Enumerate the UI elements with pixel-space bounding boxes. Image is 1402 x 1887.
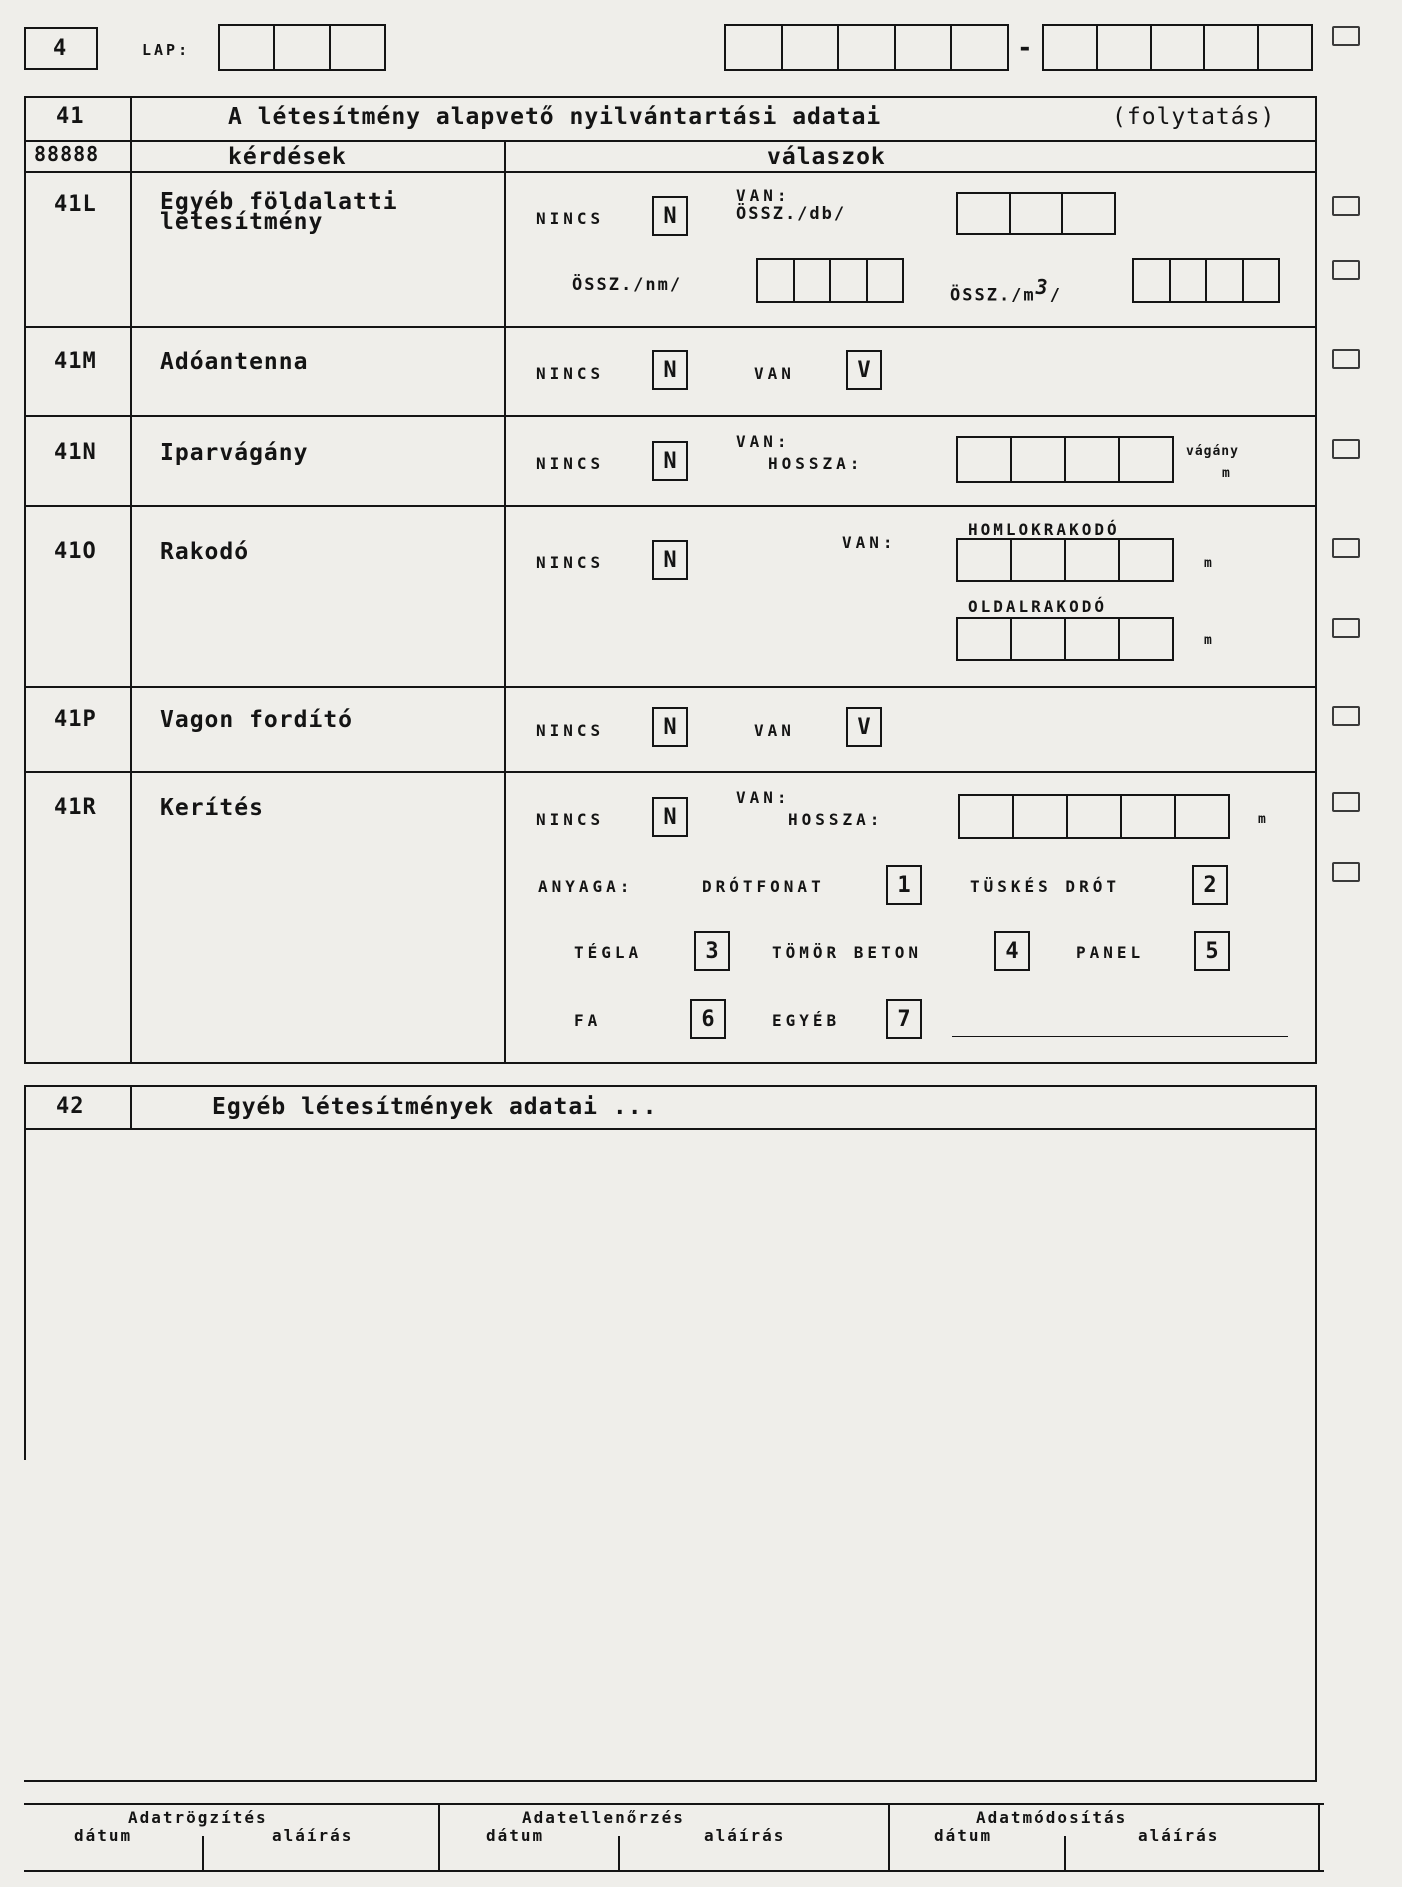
page-number: 4 [53,36,68,61]
row-41l-code: 41L [54,192,97,217]
material-code-box[interactable]: 3 [694,931,730,971]
row-41l-ossz-m3-text: ÖSSZ./m [950,285,1036,306]
id-dash: - [1017,33,1034,63]
row-41o-front-unit: m [1204,556,1213,571]
row-41o-n-box[interactable]: N [652,540,688,580]
material-label: TÖMÖR BETON [772,943,922,962]
row-41l-ossz-m3 [950,275,1062,306]
row-41p-v-box[interactable]: V [846,707,882,747]
lap-input[interactable] [218,24,386,71]
section-42-code: 42 [56,1094,85,1119]
header-divider [24,171,1317,173]
material-label: DRÓTFONAT [702,877,825,896]
section-42-divider [130,1085,132,1130]
section-42-bottom-line [24,1780,1317,1782]
material-label: FA [574,1011,602,1030]
row-41n-hossza-input[interactable] [956,436,1174,483]
footer-checking-title: Adatellenőrzés [522,1808,685,1827]
section-42-title: Egyéb létesítmények adatai ... [212,1094,658,1120]
row-41l-van: VAN: [736,186,791,205]
row-41l-question-text: Egyéb földalatti létesítmény [160,189,398,235]
side-check-box[interactable] [1332,538,1360,558]
id-input-part1[interactable] [724,24,1009,71]
row-41n-n-box[interactable]: N [652,441,688,481]
row-41r-question: Kerítés [160,795,264,821]
row-41p-van: VAN [754,721,795,740]
side-check-box[interactable] [1332,26,1360,46]
row-divider [24,686,1317,688]
row-41o-side-label: OLDALRAKODÓ [968,597,1107,616]
side-check-box[interactable] [1332,792,1360,812]
row-41n-unit-m: m [1222,466,1231,481]
row-41o-front-label: HOMLOKRAKODÓ [968,520,1120,539]
material-code-box[interactable]: 2 [1192,865,1228,905]
row-41l-nm-input[interactable] [756,258,904,303]
row-41o-van: VAN: [842,533,897,552]
side-check-box[interactable] [1332,862,1360,882]
row-41n-question: Iparvágány [160,440,309,466]
row-41l-ossz-nm: ÖSSZ./nm/ [572,275,683,295]
footer-recording-title: Adatrögzítés [128,1808,268,1827]
row-41r-n-box[interactable]: N [652,797,688,837]
row-41o-nincs: NINCS [536,553,605,572]
footer-divider [1318,1803,1320,1870]
material-code-box[interactable]: 1 [886,865,922,905]
section-42-free-area[interactable] [26,1132,1314,1772]
row-41r-hossza: HOSSZA: [788,810,884,829]
row-41m-code: 41M [54,349,97,374]
row-41p-code: 41P [54,707,97,732]
section-41-title-suffix: (folytatás) [1112,104,1276,130]
footer-top-line [24,1803,1324,1805]
row-41l-n-box[interactable]: N [652,196,688,236]
row-41r-code: 41R [54,795,97,820]
side-check-box[interactable] [1332,618,1360,638]
row-41n-unit: vágány [1186,444,1239,459]
footer-checking-date-field[interactable] [440,1845,616,1869]
row-41m-question: Adóantenna [160,349,309,375]
row-41o-side-unit: m [1204,633,1213,648]
side-check-box[interactable] [1332,349,1360,369]
footer-modifying-date-field[interactable] [890,1845,1062,1869]
row-41n-van: VAN: [736,432,791,451]
row-41r-hossza-input[interactable] [958,794,1230,839]
footer-checking-date: dátum [486,1826,545,1845]
row-41l-db-input[interactable] [956,192,1116,235]
row-41n-nincs: NINCS [536,454,605,473]
col-code-header: 88888 [34,142,100,166]
side-check-box[interactable] [1332,260,1360,280]
id-input-part2[interactable] [1042,24,1313,71]
footer-bottom-line [24,1870,1324,1872]
material-label: TÉGLA [574,943,643,962]
answers-column-divider [504,140,506,1064]
row-41o-side-input[interactable] [956,617,1174,661]
section-41-code: 41 [56,104,85,129]
row-41n-code: 41N [54,440,97,465]
footer-modifying-date: dátum [934,1826,993,1845]
lap-label: LAP: [142,41,191,59]
row-41l-nincs: NINCS [536,209,605,228]
row-41m-v-box[interactable]: V [846,350,882,390]
row-41l-m3-input[interactable] [1132,258,1280,303]
material-code-box[interactable]: 7 [886,999,922,1039]
row-divider [24,326,1317,328]
footer-checking-signature: aláírás [704,1826,786,1845]
row-41l-m3-sup: 3 [1035,275,1050,299]
material-label: EGYÉB [772,1011,841,1030]
footer-modifying-signature: aláírás [1138,1826,1220,1845]
col-answers-header: válaszok [767,144,886,170]
row-41r-van: VAN: [736,788,791,807]
material-label: PANEL [1076,943,1145,962]
row-41r-nincs: NINCS [536,810,605,829]
other-material-line[interactable] [952,1036,1288,1037]
code-column-divider [130,96,132,1064]
row-divider [24,771,1317,773]
row-41l-ossz-db: ÖSSZ./db/ [736,204,847,224]
material-code-box[interactable]: 6 [690,999,726,1039]
section-42-right-edge [1315,1130,1317,1780]
footer-recording-date: dátum [74,1826,133,1845]
row-41m-nincs: NINCS [536,364,605,383]
row-41n-hossza: HOSSZA: [768,454,864,473]
row-41p-nincs: NINCS [536,721,605,740]
row-41l-m3-end: / [1049,285,1062,306]
footer-checking-signature-field[interactable] [620,1845,886,1869]
row-41p-n-box[interactable]: N [652,707,688,747]
row-41o-front-input[interactable] [956,538,1174,582]
side-check-box[interactable] [1332,706,1360,726]
side-check-box[interactable] [1332,439,1360,459]
col-questions-header: kérdések [228,144,347,170]
footer-recording-date-field[interactable] [26,1845,200,1869]
section-41-title: A létesítmény alapvető nyilvántartási adatai [228,104,882,130]
footer-modifying-signature-field[interactable] [1066,1845,1316,1869]
row-41m-van: VAN [754,364,795,383]
row-41o-question: Rakodó [160,539,250,565]
row-41r-unit: m [1258,812,1267,827]
material-code-box[interactable]: 4 [994,931,1030,971]
row-41l-question [160,189,398,235]
row-divider [24,505,1317,507]
row-41p-question: Vagon fordító [160,707,354,733]
row-41m-n-box[interactable]: N [652,350,688,390]
row-divider [24,415,1317,417]
footer-recording-signature-field[interactable] [204,1845,436,1869]
footer-modifying-title: Adatmódosítás [976,1808,1128,1827]
material-label: TÜSKÉS DRÓT [970,877,1120,896]
side-check-box[interactable] [1332,196,1360,216]
material-code-box[interactable]: 5 [1194,931,1230,971]
row-41o-code: 41O [54,539,97,564]
title-divider [24,140,1317,142]
footer-recording-signature: aláírás [272,1826,354,1845]
row-41r-anyaga: ANYAGA: [538,877,634,896]
